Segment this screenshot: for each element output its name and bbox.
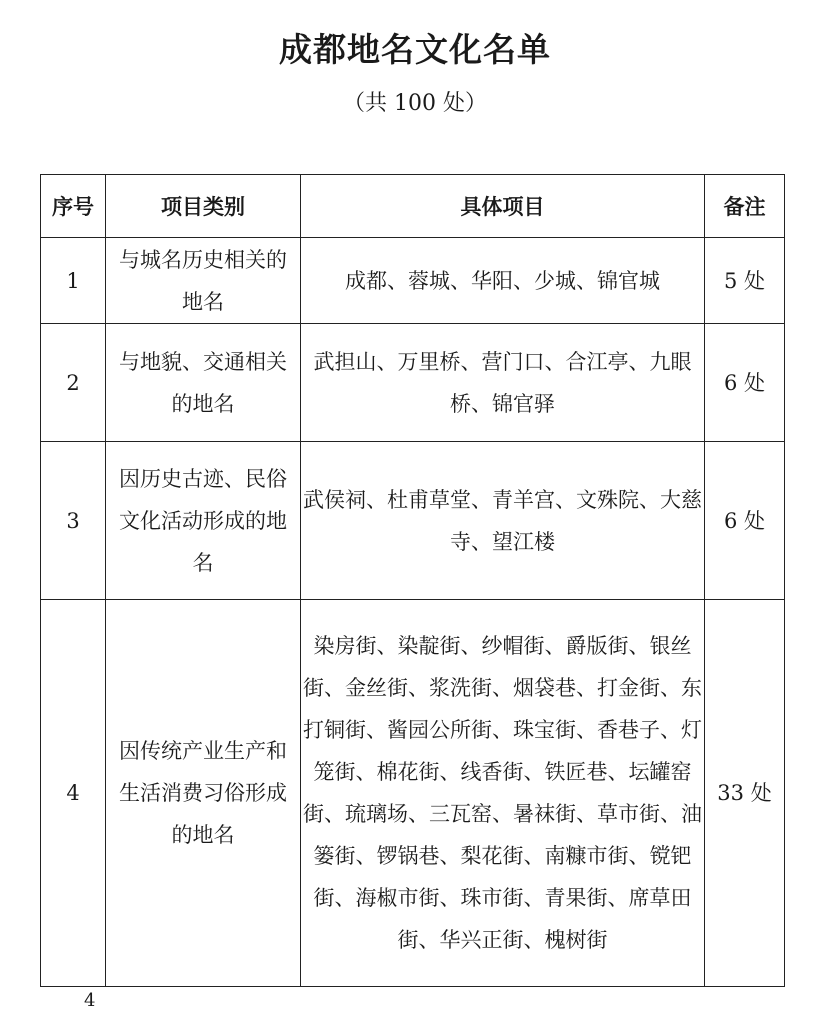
place-name-table (40, 174, 785, 987)
row-items: 染房街、染靛街、纱帽街、爵版街、银丝街、金丝街、浆洗街、烟袋巷、打金街、东打铜街、酱园公所街、珠宝街、香巷子、灯笼街、棉花街、线香街、铁匠巷、坛罐窑街、琉璃场、三瓦窑、暑袜街、草市街、油篓街、锣锅巷、梨花街、南糠市街、镋钯街、海椒市街、珠市街、青果街、席草田街、华兴正街、槐树街 (301, 600, 705, 987)
row-index: 4 (41, 600, 106, 987)
row-items: 武侯祠、杜甫草堂、青羊宫、文殊院、大慈寺、望江楼 (301, 442, 705, 600)
row-index: 1 (41, 238, 106, 324)
row-note: 6 处 (705, 442, 785, 600)
header-category: 项目类别 (106, 175, 301, 238)
row-items: 成都、蓉城、华阳、少城、锦官城 (301, 238, 705, 324)
row-index: 3 (41, 442, 106, 600)
table-header-row (41, 175, 785, 238)
row-note: 5 处 (705, 238, 785, 324)
header-items: 具体项目 (301, 175, 705, 238)
table-row (41, 442, 785, 600)
page-number: 4 (84, 990, 96, 1011)
row-note: 6 处 (705, 324, 785, 442)
header-note: 备注 (705, 175, 785, 238)
row-note: 33 处 (705, 600, 785, 987)
table-row (41, 600, 785, 987)
row-index: 2 (41, 324, 106, 442)
row-items: 武担山、万里桥、营门口、合江亭、九眼桥、锦官驿 (301, 324, 705, 442)
row-category: 因历史古迹、民俗文化活动形成的地名 (106, 442, 301, 600)
row-category: 与地貌、交通相关的地名 (106, 324, 301, 442)
document-title: 成都地名文化名单 (279, 30, 551, 69)
row-category: 与城名历史相关的地名 (106, 238, 301, 324)
row-category: 因传统产业生产和生活消费习俗形成的地名 (106, 600, 301, 987)
header-index: 序号 (41, 175, 106, 238)
table-row (41, 238, 785, 324)
document-subtitle: （共 100 处） (343, 91, 487, 116)
table-row (41, 324, 785, 442)
